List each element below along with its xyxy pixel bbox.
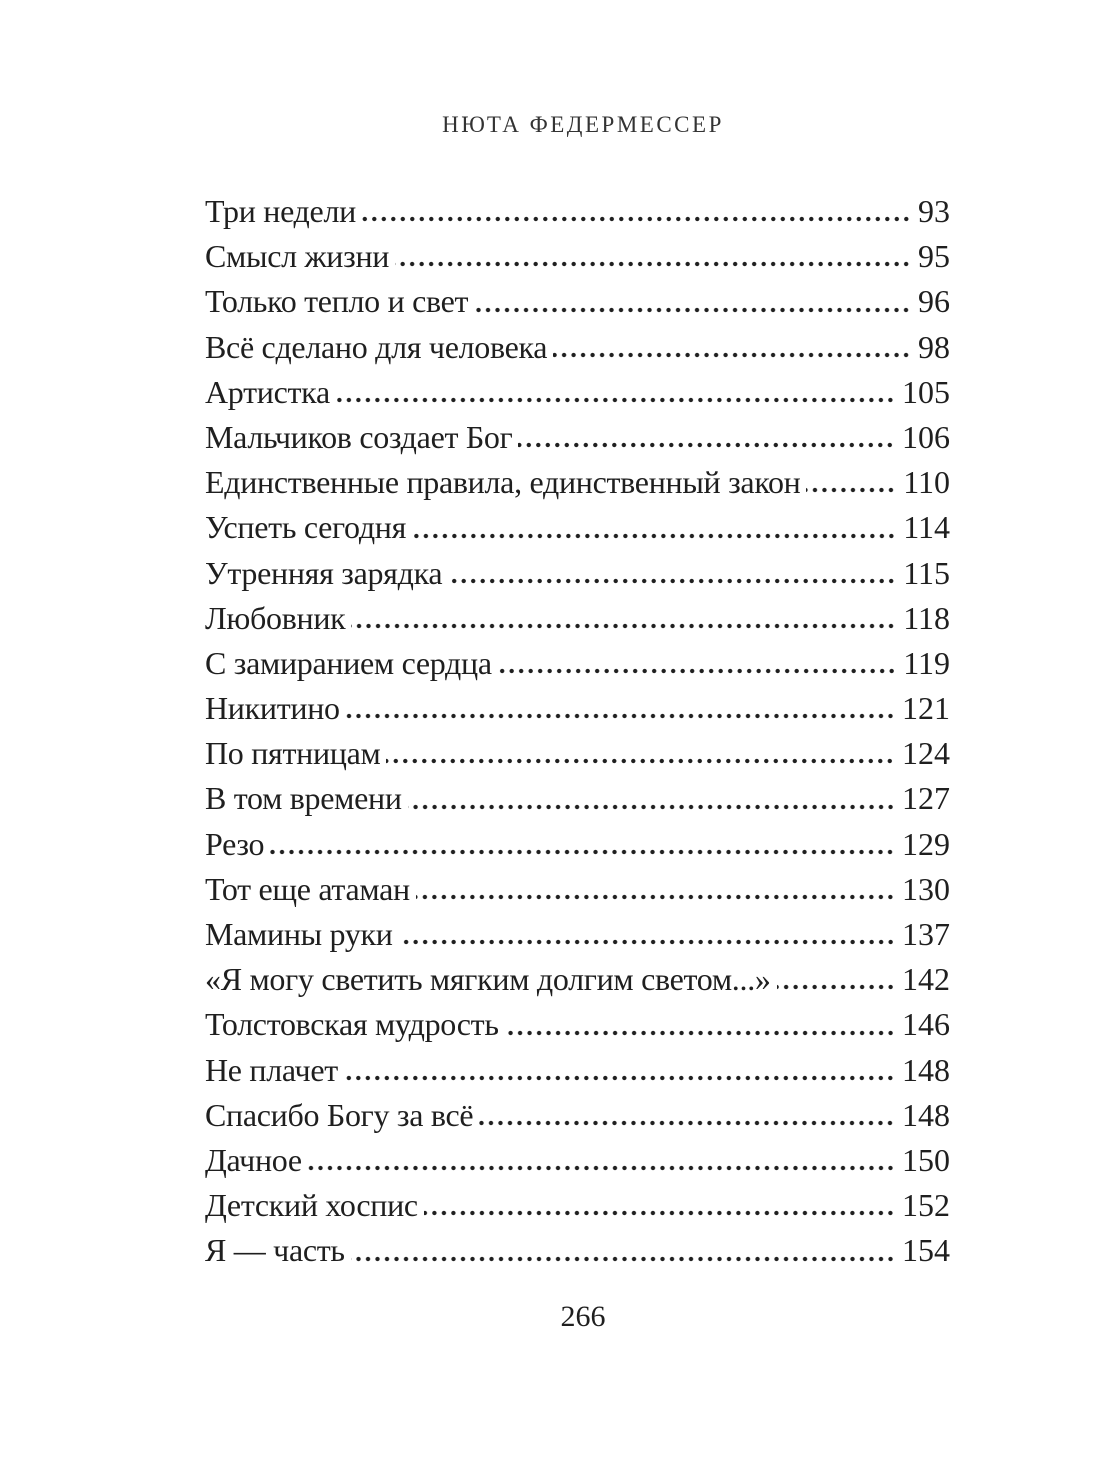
toc-entry-page: 110	[903, 464, 950, 501]
dot-leader	[362, 189, 911, 234]
dot-leader	[474, 279, 911, 324]
toc-entry	[205, 1002, 950, 1047]
toc-entry	[205, 460, 950, 505]
page-number: 266	[560, 1300, 606, 1333]
toc-entry	[205, 234, 950, 279]
toc-entry-page: 152	[902, 1187, 950, 1224]
toc-entry-page: 118	[903, 599, 950, 636]
toc-entry-title: Любовник	[205, 599, 346, 636]
running-header: НЮТА ФЕДЕРМЕССЕР	[442, 112, 724, 137]
toc-entry	[205, 641, 950, 686]
dot-leader	[424, 1183, 895, 1228]
toc-entry-title: «Я могу светить мягким долгим светом...»	[205, 961, 771, 998]
toc-entry-page: 115	[903, 554, 950, 591]
toc-entry-title: С замиранием сердца	[205, 644, 492, 681]
toc-entry-title: Не плачет	[205, 1051, 338, 1088]
toc-entry	[205, 551, 950, 596]
toc-entry-title: В том времени	[205, 780, 402, 817]
toc-entry-page: 130	[902, 870, 950, 907]
toc-entry	[205, 731, 950, 776]
toc-entry	[205, 822, 950, 867]
dot-leader	[448, 551, 896, 596]
toc-entry-page: 124	[902, 735, 950, 772]
toc-entry-page: 105	[902, 373, 950, 410]
toc-entry-title: Только тепло и свет	[205, 283, 469, 320]
toc-entry	[205, 1228, 950, 1273]
toc-entry-title: Три недели	[205, 193, 356, 229]
toc-entry-title: Единственные правила, единственный закон	[205, 464, 801, 501]
dot-leader	[395, 234, 911, 279]
toc-entry-title: Успеть сегодня	[205, 509, 407, 546]
toc-entry-title: Спасибо Богу за всё	[205, 1096, 474, 1133]
toc-entry-page: 148	[902, 1096, 950, 1133]
toc-entry-title: Детский хоспис	[205, 1187, 418, 1224]
dot-leader	[505, 1002, 895, 1047]
toc-entry	[205, 1048, 950, 1093]
dot-leader	[351, 596, 896, 641]
toc-list	[205, 189, 950, 1274]
toc-entry-title: Никитино	[205, 690, 340, 727]
dot-leader	[399, 912, 895, 957]
toc-entry-page: 148	[902, 1051, 950, 1088]
dot-leader	[346, 686, 895, 731]
toc-entry	[205, 505, 950, 550]
toc-entry	[205, 279, 950, 324]
dot-leader	[344, 1048, 895, 1093]
toc-entry-title: Мамины руки	[205, 916, 393, 952]
toc-entry-page: 93	[918, 193, 950, 229]
toc-entry-title: Тот еще атаман	[205, 870, 410, 907]
dot-leader	[408, 776, 895, 821]
toc-entry-page: 150	[902, 1141, 950, 1178]
toc-entry	[205, 189, 950, 234]
toc-entry-page: 96	[918, 283, 950, 320]
toc-entry-page: 121	[902, 690, 950, 727]
toc-entry-page: 119	[903, 644, 950, 681]
dot-leader	[412, 505, 896, 550]
dot-leader	[270, 822, 895, 867]
toc-entry-title: Всё сделано для человека	[205, 328, 548, 365]
toc-entry-page: 95	[918, 238, 950, 275]
dot-leader	[498, 641, 896, 686]
toc-entry	[205, 686, 950, 731]
toc-entry-page: 114	[903, 509, 950, 546]
toc-entry-title: По пятницам	[205, 735, 381, 772]
dot-leader	[479, 1093, 895, 1138]
toc-entry-title: Смысл жизни	[205, 238, 390, 275]
toc-entry-title: Артистка	[205, 373, 330, 410]
dot-leader	[777, 957, 895, 1002]
toc-entry	[205, 957, 950, 1002]
toc-entry-title: Утренняя зарядка	[205, 554, 443, 591]
toc-entry	[205, 776, 950, 821]
toc-entry	[205, 596, 950, 641]
dot-leader	[386, 731, 895, 776]
toc-entry-title: Я — часть	[205, 1232, 345, 1269]
toc-entry	[205, 867, 950, 912]
toc-entry-title: Дачное	[205, 1141, 302, 1178]
dot-leader	[518, 415, 895, 460]
toc-entry	[205, 1183, 950, 1228]
dot-leader	[806, 460, 896, 505]
toc-entry	[205, 415, 950, 460]
toc-entry	[205, 1093, 950, 1138]
dot-leader	[351, 1228, 895, 1273]
toc-entry-page: 106	[902, 418, 950, 455]
toc-entry-title: Мальчиков создает Бог	[205, 418, 513, 455]
toc-entry-page: 98	[918, 328, 950, 365]
dot-leader	[553, 325, 911, 370]
toc-entry-page: 137	[902, 916, 950, 952]
toc-entry-page: 142	[902, 961, 950, 998]
toc-entry-title: Толстовская мудрость	[205, 1006, 499, 1043]
toc-entry	[205, 325, 950, 370]
toc-entry	[205, 912, 950, 957]
toc-entry-page: 129	[902, 825, 950, 862]
toc-entry-title: Резо	[205, 825, 265, 862]
toc-entry-page: 127	[902, 780, 950, 817]
dot-leader	[336, 370, 895, 415]
dot-leader	[308, 1138, 895, 1183]
toc-entry	[205, 370, 950, 415]
toc-entry-page: 146	[902, 1006, 950, 1043]
toc-entry-page: 154	[902, 1232, 950, 1269]
dot-leader	[416, 867, 895, 912]
toc-entry	[205, 1138, 950, 1183]
